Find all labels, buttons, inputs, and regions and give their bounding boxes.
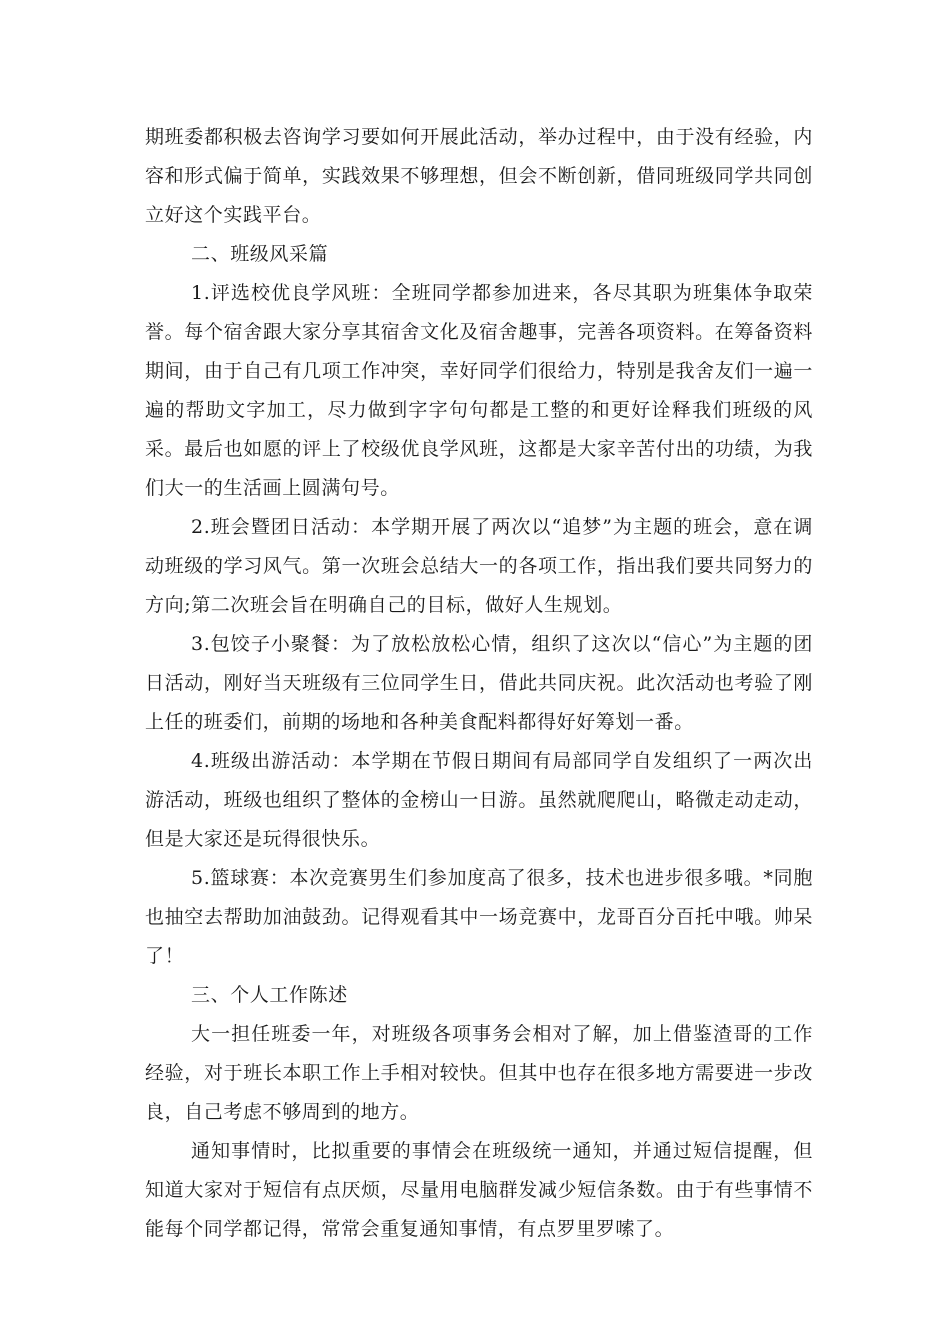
paragraph-item-4: 4.班级出游活动：本学期在节假日期间有局部同学自发组织了一两次出游活动，班级也组织了整体的金榜山一日游。虽然就爬爬山，略微走动走动，但是大家还是玩得很快乐。 bbox=[145, 750, 813, 850]
section-heading-class-style: 二、班级风采篇 bbox=[191, 243, 329, 265]
paragraph-continuation: 期班委都积极去咨询学习要如何开展此活动，举办过程中，由于没有经验，内容和形式偏于简单，实践效果不够理想，但会不断创新，借同班级同学共同创立好这个实践平台。 bbox=[145, 126, 813, 226]
paragraph-item-5: 5.篮球赛：本次竞赛男生们参加度高了很多，技术也进步很多哦。*同胞也抽空去帮助加油鼓劲。记得观看其中一场竞赛中，龙哥百分百托中哦。帅呆了！ bbox=[145, 867, 813, 967]
paragraph-item-1: 1.评选校优良学风班：全班同学都参加进来，各尽其职为班集体争取荣誉。每个宿舍跟大家分享其宿舍文化及宿舍趣事，完善各项资料。在筹备资料期间，由于自己有几项工作冲突，幸好同学们很给力，特别是我舍友们一遍一遍的帮助文字加工，尽力做到字字句句都是工整的和更好诠释我们班级的风采。最后也如愿的评上了校级优良学风班，这都是大家辛苦付出的功绩，为我们大一的生活画上圆满句号。 bbox=[145, 282, 813, 499]
document-body bbox=[145, 118, 813, 1249]
paragraph-personal-2: 通知事情时，比拟重要的事情会在班级统一通知，并通过短信提醒，但知道大家对于短信有点厌烦，尽量用电脑群发减少短信条数。由于有些事情不能每个同学都记得，常常会重复通知事情，有点罗里罗嗦了。 bbox=[145, 1140, 813, 1240]
section-heading-personal-work: 三、个人工作陈述 bbox=[191, 984, 348, 1006]
paragraph-item-3: 3.包饺子小聚餐：为了放松放松心情，组织了这次以“信心”为主题的团日活动，刚好当天班级有三位同学生日，借此共同庆祝。此次活动也考验了刚上任的班委们，前期的场地和各种美食配料都得好好筹划一番。 bbox=[145, 633, 813, 733]
paragraph-item-2: 2.班会暨团日活动：本学期开展了两次以“追梦”为主题的班会，意在调动班级的学习风气。第一次班会总结大一的各项工作，指出我们要共同努力的方向;第二次班会旨在明确自己的目标，做好人生规划。 bbox=[145, 516, 813, 616]
paragraph-personal-1: 大一担任班委一年，对班级各项事务会相对了解，加上借鉴渣哥的工作经验，对于班长本职工作上手相对较快。但其中也存在很多地方需要进一步改良，自己考虑不够周到的地方。 bbox=[145, 1023, 813, 1123]
